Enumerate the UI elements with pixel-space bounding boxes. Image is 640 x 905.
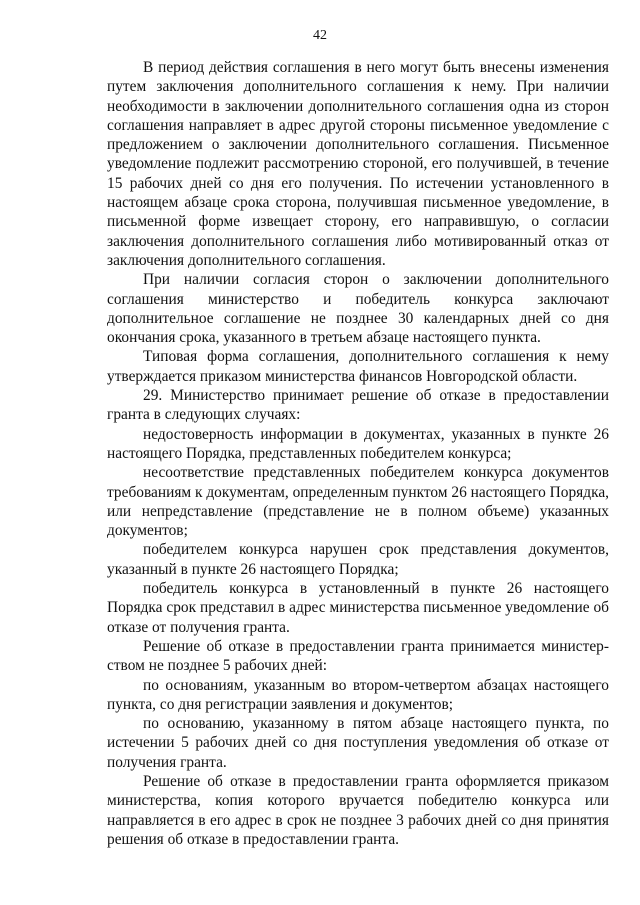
document-body [107, 58, 609, 849]
paragraph-item-29: 29. Министерство принимает решение об отказе в предоставлении гранта в следующих случаях: [107, 387, 609, 424]
paragraph-decision-deadline: Решение об отказе в предоставлении гранта принимается министерством не позднее 5 рабочих дней: [107, 637, 609, 675]
paragraph-standard-form: Типовая форма соглашения, дополнительного соглашения к нему утверждается приказом министерства финансов Новгородской области. [107, 348, 609, 385]
paragraph-refusal-reason-3: победителем конкурса нарушен срок представления документов, указанный в пункте 26 настоящего Порядка; [107, 541, 609, 578]
paragraph-refusal-reason-4: победитель конкурса в установленный в пункте 26 настоящего Порядка срок представил в адрес министерства письменное уведомление об отказе от получения гранта. [107, 580, 609, 636]
paragraph-deadline-case-2: по основанию, указанному в пятом абзаце настоящего пункта, по истечении 5 рабочих дней со дня поступления уведомления об отказе от получения гранта. [107, 715, 609, 771]
paragraph-deadline-case-1: по основаниям, указанным во втором-четвертом абзацах настоящего пункта, со дня регистрации заявления и документов; [107, 676, 609, 713]
paragraph-refusal-reason-2: несоответствие представленных победителем конкурса документов требованиям к документам, определенным пунктом 26 настоящего Порядка, или непредставление (представление не в полном объеме) указанных документов; [107, 464, 610, 540]
paragraph-amendment-consent: При наличии согласия сторон о заключении дополнительного соглашения министерство и победитель конкурса заключают дополнительное соглашение не позднее 30 календарных дней со дня окончания срока, указанного в третьем абзаце настоящего пункта. [107, 271, 609, 347]
page-number: 42 [313, 28, 327, 43]
paragraph-decision-formalization: Решение об отказе в предоставлении гранта оформляется приказом министерства, копия которого вручается победителю конкурса или направляется в его адрес в срок не позднее 3 рабочих дней со дня принятия решения об отказе в предоставлении гранта. [107, 772, 609, 848]
paragraph-amendment-procedure: В период действия соглашения в него могут быть внесены изменения путем заключения дополнительного соглашения к нему. При наличии необходимости в заключении дополнительного соглашения одна из сторон соглашения направляет в адрес другой стороны письменное уведомление с предложением о заключении дополнительного соглашения. Письменное уведомление подлежит рассмотрению стороной, его получившей, в течение 15 рабочих дней со дня его получения. По истечении установленного в настоящем абзаце срока сторона, получившая письменное уведомление, в письменной форме извещает сторону, его направившую, о согласии заключения дополнительного соглашения либо мотивированный отказ от заключения дополнительного соглашения. [107, 59, 609, 269]
paragraph-refusal-reason-1: недостоверность информации в документах, указанных в пункте 26 настоящего Порядка, представленных победителем конкурса; [107, 425, 609, 462]
